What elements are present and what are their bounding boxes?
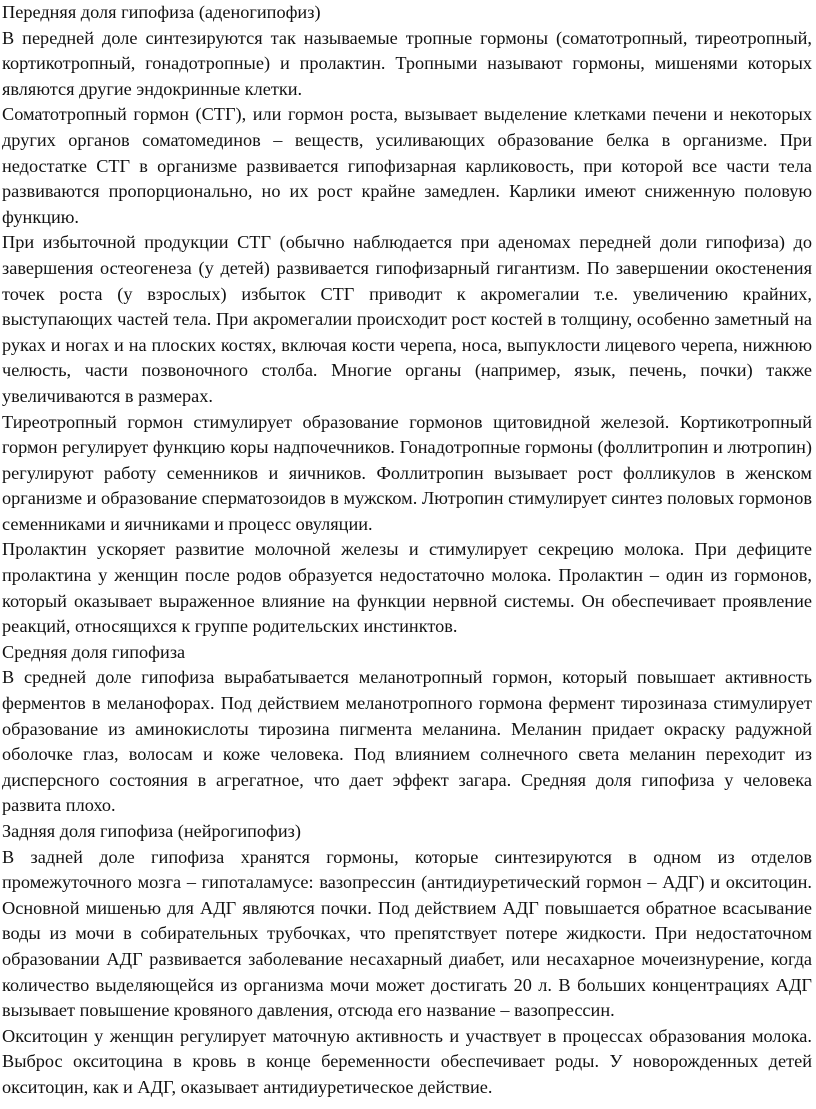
paragraph-tropic-hormones: В передней доле синтезируются так называемые тропные гормоны (соматотропный, тиреотропный, кортикотропный, гонадотропные) и пролактин. Тропными называют гормоны, мишенями которых являются другие эндокринные клетки. [2, 27, 812, 99]
section-heading-intermediate-lobe: Средняя доля гипофиза [2, 641, 186, 662]
paragraph-thyrotropic-gonadotropic: Тиреотропный гормон стимулирует образование гормонов щитовидной железой. Кортикотропный гормон регулирует функцию коры надпочечников. Гонадотропные гормоны (фоллитропин и лютропин) регулируют работу семенников и яичников. Фоллитропин вызывает рост фолликулов в женском организме и образование сперматозоидов в мужском. Лютропин стимулирует синтез половых гормонов семенниками и яичниками и процесс овуляции. [2, 411, 812, 534]
paragraph-vasopressin: В задней доле гипофиза хранятся гормоны, которые синтезируются в одном из отделов промежуточного мозга – гипоталамусе: вазопрессин (антидиуретический гормон – АДГ) и окситоцин. Основной мишенью для АДГ являются почки. Под действием АДГ повышается обратное всасывание воды из мочи в собирательных трубочках, что препятствует потере жидкости. При недостаточном образовании АДГ развивается заболевание несахарный диабет, или несахарное мочеизнурение, когда количество выделяющейся из организма мочи может достигать 20 л. В больших концентрациях АДГ вызывает повышение кровяного давления, отсюда его название – вазопрессин. [2, 846, 812, 1021]
section-heading-posterior-lobe: Задняя доля гипофиза (нейрогипофиз) [2, 821, 301, 841]
paragraph-growth-hormone: Соматотропный гормон (СТГ), или гормон роста, вызывает выделение клетками печени и некоторых других органов соматомединов – веществ, усиливающих образование белка в организме. При недостатке СТГ в организме развивается гипофизарная карликовость, при которой все части тела развиваются пропорционально, но их рост крайне замедлен. Карлики имеют сниженную половую функцию. [2, 104, 812, 227]
paragraph-oxytocin: Окситоцин у женщин регулирует маточную активность и участвует в процессах образования молока. Выброс окситоцина в кровь в конце беременности обеспечивает роды. У новорожденных детей окситоцин, как и АДГ, оказывает антидиуретическое действие. [2, 1025, 812, 1097]
paragraph-melanotropin: В средней доле гипофиза вырабатывается меланотропный гормон, который повышает активность ферментов в меланофорах. Под действием меланотропного гормона фермент тирозиназа стимулирует образование из аминокислоты тирозина пигмента меланина. Меланин придает окраску радужной оболочке глаз, волосам и коже человека. Под влиянием солнечного света меланин переходит из дисперсного состояния в агрегатное, что дает эффект загара. Средняя доля гипофиза у человека развита плохо. [2, 667, 812, 816]
paragraph-gigantism-acromegaly: При избыточной продукции СТГ (обычно наблюдается при аденомах передней доли гипофиза) до завершения остеогенеза (у детей) развивается гипофизарный гигантизм. По завершении окостенения точек роста (у взрослых) избыток СТГ приводит к акромегалии т.е. увеличению крайних, выступающих частей тела. При акромегалии происходит рост костей в толщину, особенно заметный на руках и ногах и на плоских костях, включая кости черепа, носа, выпуклости лицевого черепа, нижнюю челюсть, части позвоночного столба. Многие органы (например, язык, печень, почки) также увеличиваются в размерах. [2, 232, 812, 406]
paragraph-prolactin: Пролактин ускоряет развитие молочной железы и стимулирует секрецию молока. При дефиците пролактина у женщин после родов образуется недостаточно молока. Пролактин – один из гормонов, который оказывает выраженное влияние на функции нервной системы. Он обеспечивает проявление реакций, относящихся к группе родительских инстинктов. [2, 539, 812, 637]
section-heading-anterior-lobe: Передняя доля гипофиза (аденогипофиз) [2, 2, 321, 22]
